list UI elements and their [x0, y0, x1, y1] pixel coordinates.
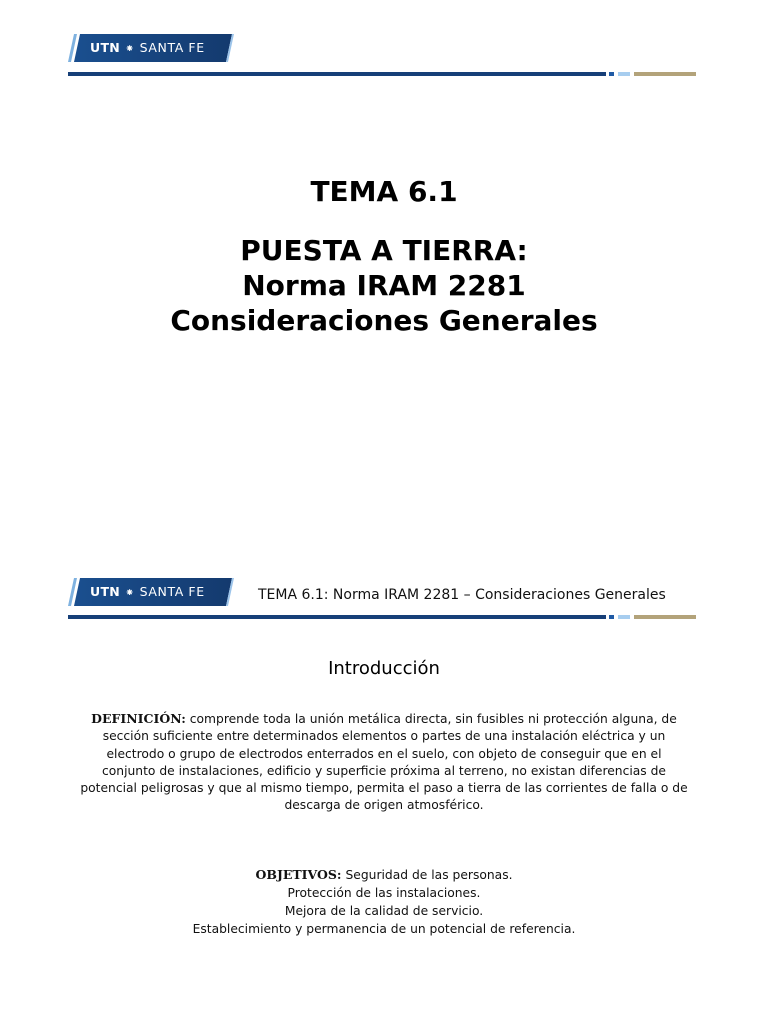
objective-item: Establecimiento y permanencia de un potencial de referencia.	[192, 922, 576, 936]
section-heading: Introducción	[328, 658, 440, 679]
definition-paragraph	[78, 710, 690, 815]
logo-sub-text: SANTA FE	[139, 40, 205, 55]
cover-subtitle-line: Norma IRAM 2281	[242, 269, 526, 302]
cover-title: TEMA 6.1	[310, 175, 458, 208]
utn-santa-fe-logo	[66, 34, 234, 62]
header-divider	[68, 615, 696, 619]
objectives-list	[0, 866, 768, 938]
objective-item	[0, 866, 768, 884]
objective-item: Mejora de la calidad de servicio.	[284, 904, 484, 918]
definition-text: comprende toda la unión metálica directa, sin fusibles ni protección alguna, de sección suficiente entre determinados elementos o partes de una instalación eléctrica y un electrodo o grupo de electrodos enterrados en el suelo, con objeto de conseguir que en el conjunto de instalaciones, edificio y superficie próxima al terreno, no existan diferencias de potencial peligrosas y que al mismo tiempo, permita el paso a tierra de las corrientes de falla o de descarga de origen atmosférico.	[80, 712, 688, 813]
cover-subtitle-line: PUESTA A TIERRA:	[240, 234, 528, 267]
header-divider	[68, 72, 696, 76]
running-header-title: TEMA 6.1: Norma IRAM 2281 – Consideraciones Generales	[258, 587, 666, 603]
utn-santa-fe-logo	[66, 578, 234, 606]
logo-sub-text: SANTA FE	[139, 584, 205, 599]
objective-first-text: Seguridad de las personas.	[345, 868, 513, 882]
logo-wordmark	[90, 578, 205, 606]
definition-label: DEFINICIÓN:	[91, 711, 186, 726]
objectives-label: OBJETIVOS:	[255, 867, 342, 882]
logo-wordmark	[90, 34, 205, 62]
cover-subtitle-line: Consideraciones Generales	[170, 304, 598, 337]
logo-main-text: UTN	[90, 584, 121, 599]
logo-main-text: UTN	[90, 40, 121, 55]
logo-separator-icon: ⁕	[125, 586, 135, 599]
cover-subtitle	[0, 233, 768, 338]
objective-item: Protección de las instalaciones.	[287, 886, 481, 900]
logo-separator-icon: ⁕	[125, 42, 135, 55]
